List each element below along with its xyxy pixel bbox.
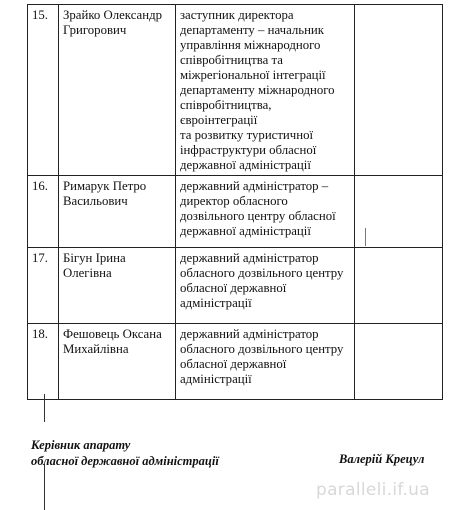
person-position: заступник директора департаменту – начальник управління міжнародного співробітництва та міжрегіональної інтеграції департаменту міжнародного співробітництва, євроінтеграції та розвитку туристичної інфраструктури обласної державної адміністрації — [176, 5, 355, 176]
table-row — [28, 248, 443, 324]
table-row — [28, 5, 443, 176]
person-name: Бігун Ірина Олегівна — [59, 248, 176, 324]
row-number: 17. — [28, 248, 59, 324]
row-number: 18. — [28, 324, 59, 400]
staff-table — [27, 4, 443, 400]
empty-cell — [355, 248, 443, 324]
scan-margin-mark — [365, 228, 366, 246]
person-position: державний адміністратор обласного дозвільного центру обласної державної адміністрації — [176, 324, 355, 400]
site-watermark: paralleli.if.ua — [316, 480, 430, 500]
signature-title — [31, 437, 219, 469]
signature-title-line2: обласної державної адміністрації — [31, 454, 219, 468]
row-number: 15. — [28, 5, 59, 176]
table-row — [28, 324, 443, 400]
row-number: 16. — [28, 176, 59, 248]
empty-cell — [355, 5, 443, 176]
person-name: Фешовець Оксана Михайлівна — [59, 324, 176, 400]
person-name: Римарук Петро Васильович — [59, 176, 176, 248]
empty-cell — [355, 324, 443, 400]
signatory-name: Валерій Крецул — [339, 452, 425, 466]
empty-cell — [355, 176, 443, 248]
scan-margin-mark — [44, 394, 45, 422]
person-position: державний адміністратор обласного дозвільного центру обласної державної адміністрації — [176, 248, 355, 324]
table-row — [28, 176, 443, 248]
scan-margin-mark — [44, 464, 45, 510]
person-name: Зрайко Олександр Григорович — [59, 5, 176, 176]
person-position: державний адміністратор – директор обласного дозвільного центру обласної державної адміністрації — [176, 176, 355, 248]
signature-title-line1: Керівник апарату — [31, 438, 131, 452]
